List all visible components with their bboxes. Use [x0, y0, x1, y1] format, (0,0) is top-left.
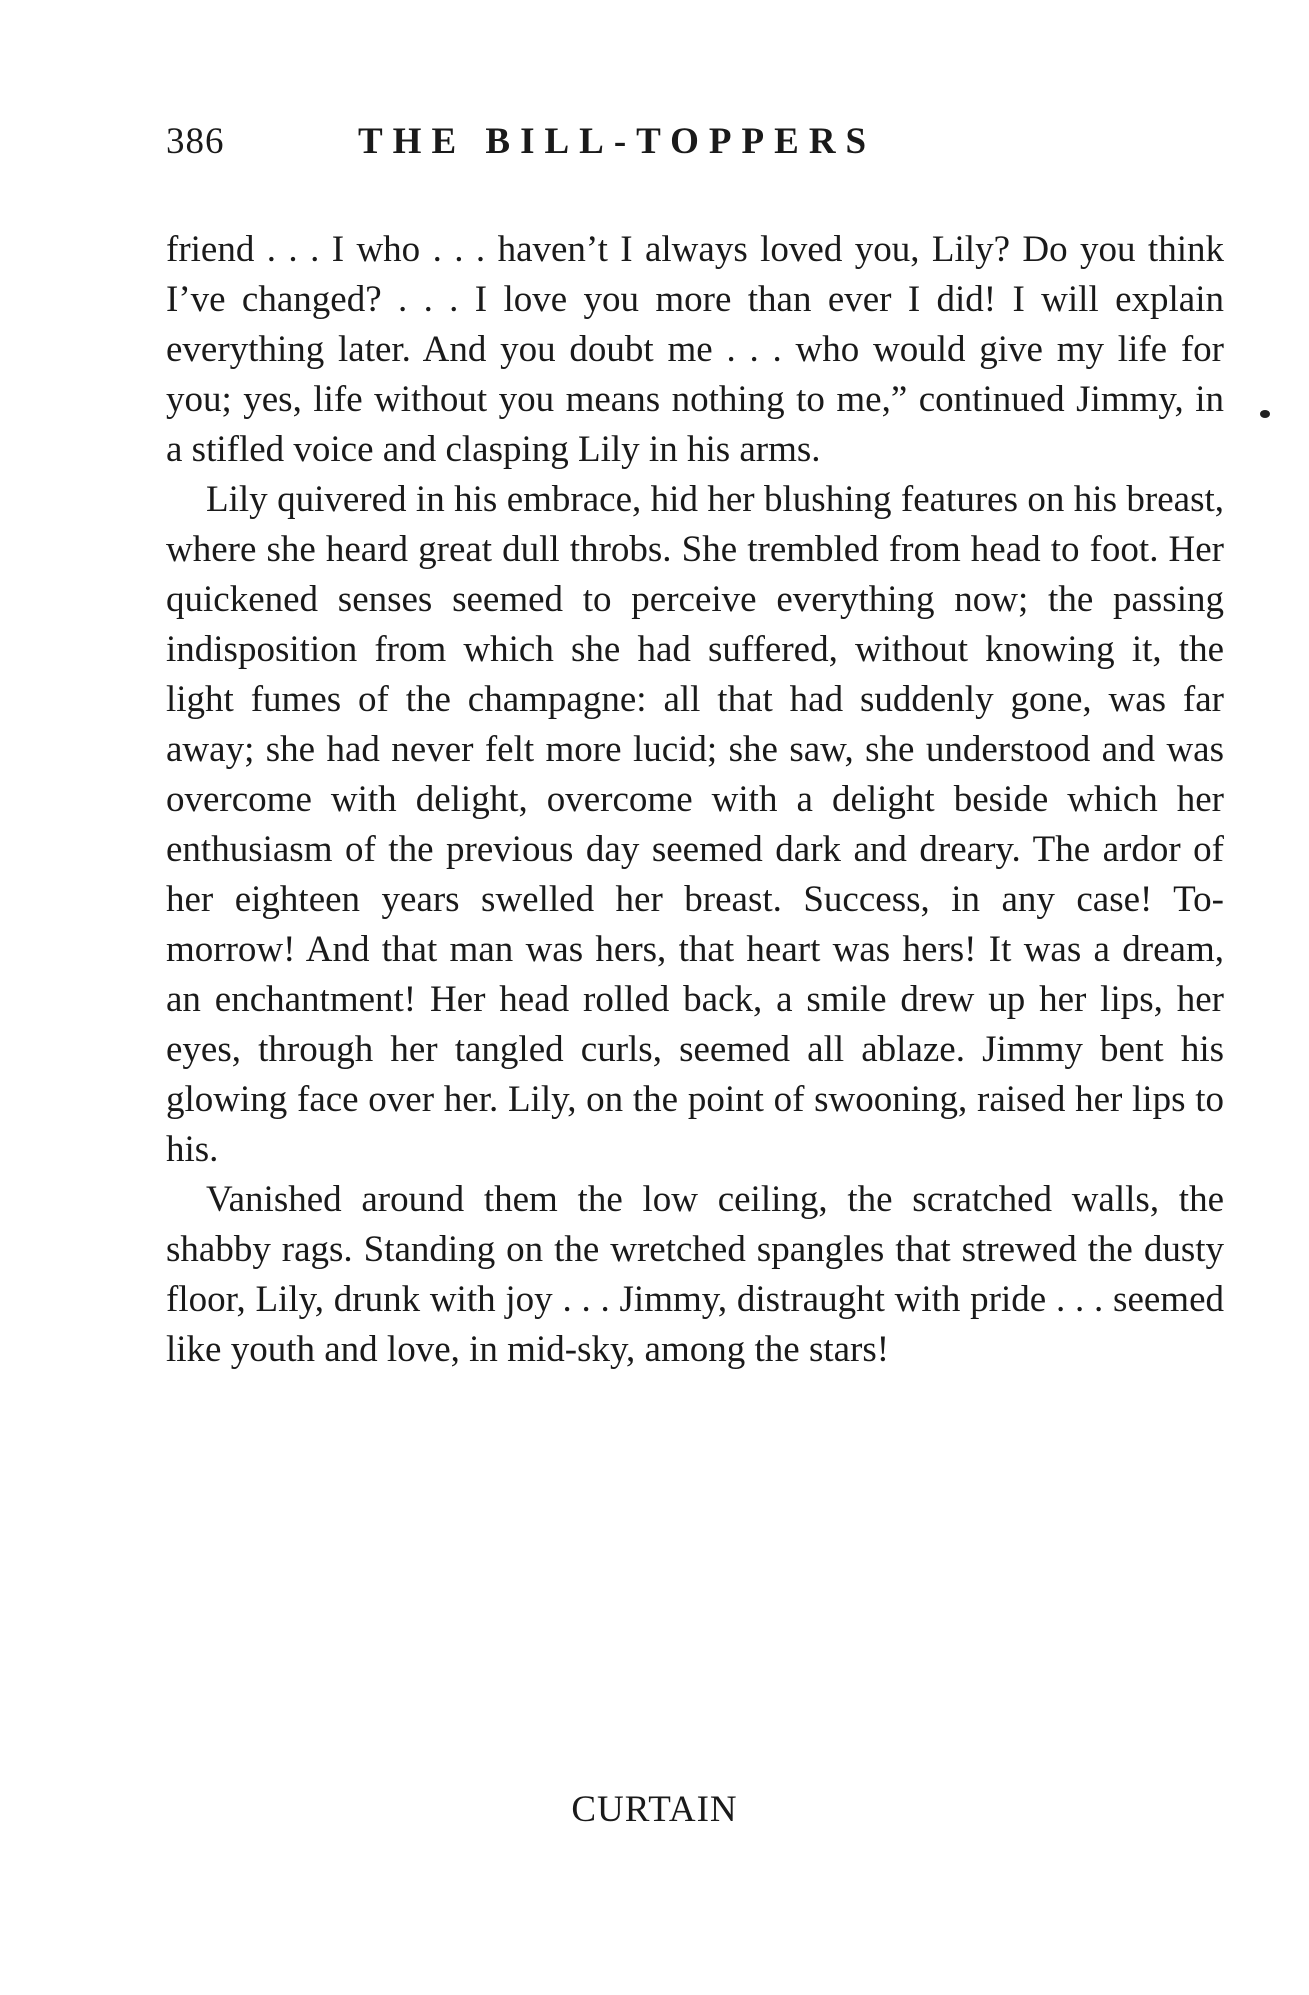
- ink-speck-mark: [1260, 410, 1270, 418]
- page-number: 386: [166, 121, 225, 162]
- running-head-title: THE BILL-TOPPERS: [358, 121, 877, 162]
- body-text: [166, 225, 1224, 1375]
- paragraph-2: Lily quivered in his embrace, hid her blushing features on his breast, where she heard great dull throbs. She trembled from head to foot. Her quickened senses seemed to perceive everything now; the passing indisposition from which she had suffered, without knowing it, the light fumes of the champagne: all that had suddenly gone, was far away; she had never felt more lucid; she saw, she understood and was overcome with delight, overcome with a delight beside which her enthusiasm of the previous day seemed dark and dreary. The ardor of her eighteen years swelled her breast. Success, in any case! To-morrow! And that man was hers, that heart was hers! It was a dream, an enchantment! Her head rolled back, a smile drew up her lips, her eyes, through her tangled curls, seemed all ablaze. Jimmy bent his glowing face over her. Lily, on the point of swooning, raised her lips to his.: [166, 479, 1224, 1170]
- curtain-heading: CURTAIN: [571, 1789, 738, 1830]
- paragraph-1: friend . . . I who . . . haven’t I always loved you, Lily? Do you think I’ve changed? . . . I love you more than ever I did! I will explain everything later. And you doubt me . . . who would give my life for you; yes, life without you means nothing to me,” continued Jimmy, in a stifled voice and clasping Lily in his arms.: [166, 229, 1224, 470]
- paragraph-3: Vanished around them the low ceiling, the scratched walls, the shabby rags. Standing on the wretched spangles that strewed the dusty floor, Lily, drunk with joy . . . Jimmy, distraught with pride . . . seemed like youth and love, in mid-sky, among the stars!: [166, 1179, 1224, 1370]
